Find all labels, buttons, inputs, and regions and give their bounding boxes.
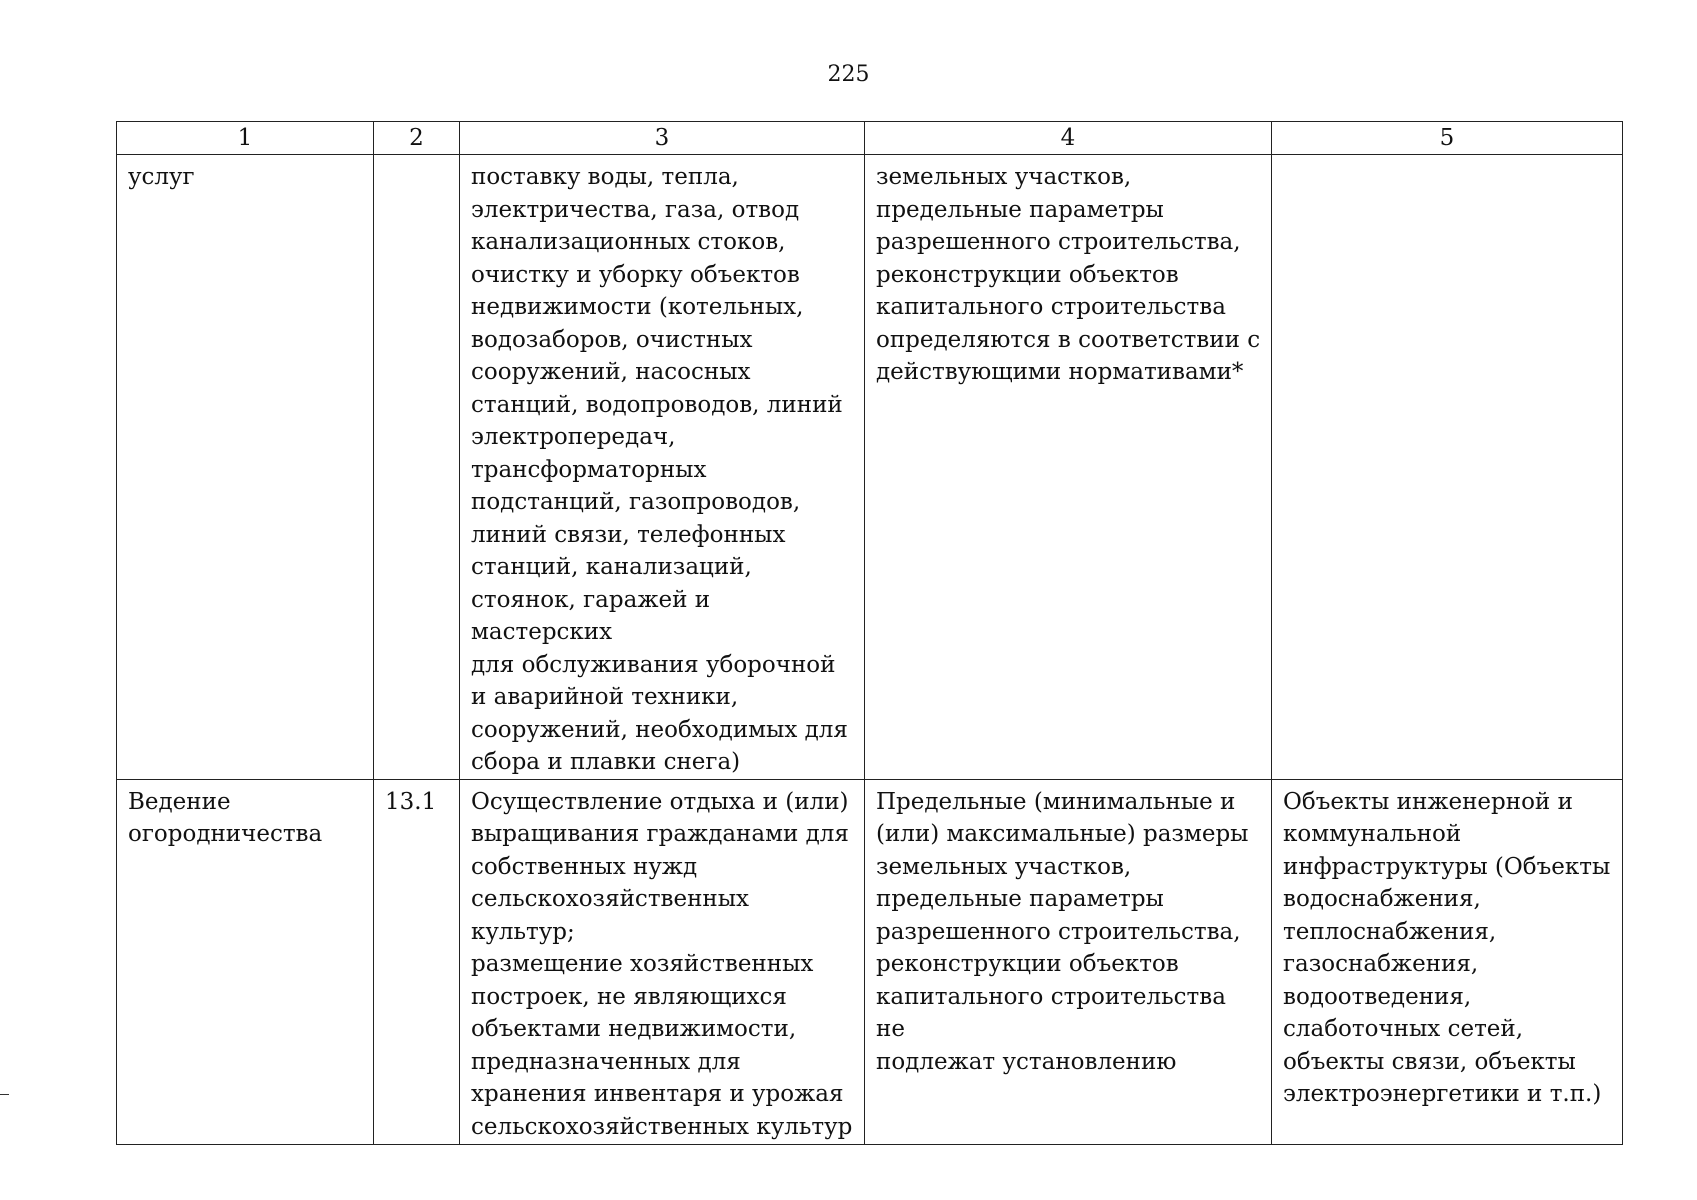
table-header-row <box>117 122 1623 155</box>
cell-description: Осуществление отдыха и (или) выращивания гражданами для собственных нужд сельскохозяйственных культур; размещение хозяйственных построек, не являющихся объектами недвижимости, предназначенных для хранения инвентаря и урожая сельскохозяйственных культур <box>460 779 865 1144</box>
header-cell-3: 3 <box>460 122 865 155</box>
cell-auxiliary <box>1272 155 1623 780</box>
header-cell-5: 5 <box>1272 122 1623 155</box>
page-number: 225 <box>827 62 870 87</box>
cell-use-name: Ведение огородничества <box>117 779 374 1144</box>
margin-mark <box>0 1094 9 1095</box>
table-row <box>117 779 1623 1144</box>
header-cell-4: 4 <box>865 122 1272 155</box>
cell-description: поставку воды, тепла, электричества, газа, отвод канализационных стоков, очистку и уборку объектов недвижимости (котельных, водозаборов, очистных сооружений, насосных станций, водопроводов, линий электропередач, трансформаторных подстанций, газопроводов, линий связи, телефонных станций, канализаций, стоянок, гаражей и мастерских для обслуживания уборочной и аварийной техники, сооружений, необходимых для сбора и плавки снега) <box>460 155 865 780</box>
cell-auxiliary: Объекты инженерной и коммунальной инфраструктуры (Объекты водоснабжения, теплоснабжения, газоснабжения, водоотведения, слаботочных сетей, объекты связи, объекты электроэнергетики и т.п.) <box>1272 779 1623 1144</box>
regulations-table <box>116 121 1623 1145</box>
cell-code <box>374 155 460 780</box>
table-row <box>117 155 1623 780</box>
cell-parameters: Предельные (минимальные и (или) максимальные) размеры земельных участков, предельные параметры разрешенного строительства, реконструкции объектов капитального строительства не подлежат установлению <box>865 779 1272 1144</box>
header-cell-1: 1 <box>117 122 374 155</box>
cell-use-name: услуг <box>117 155 374 780</box>
cell-parameters: земельных участков, предельные параметры разрешенного строительства, реконструкции объектов капитального строительства определяются в соответствии с действующими нормативами* <box>865 155 1272 780</box>
cell-code: 13.1 <box>374 779 460 1144</box>
header-cell-2: 2 <box>374 122 460 155</box>
